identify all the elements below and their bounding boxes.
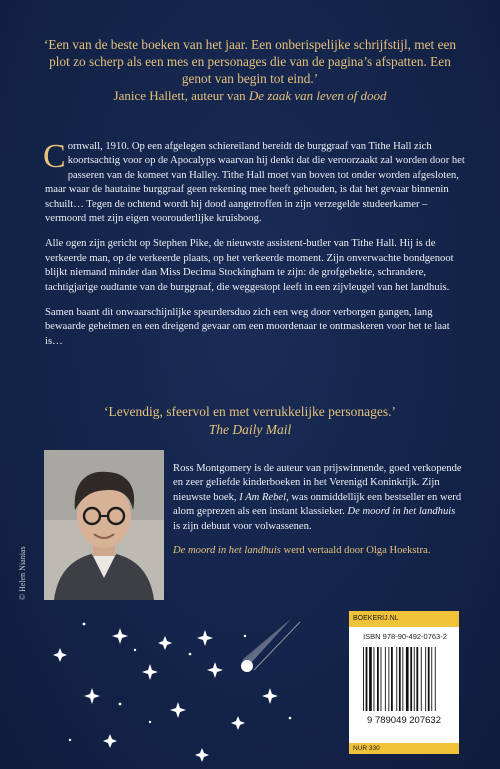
review-quote-top bbox=[40, 36, 460, 104]
translator-credit: De moord in het landhuis werd vertaald door Olga Hoekstra. bbox=[173, 545, 431, 557]
star-icon bbox=[262, 688, 278, 704]
book-title: De moord in het landhuis bbox=[173, 545, 281, 557]
synopsis-paragraph-1: Cornwall, 1910. Op een afgelegen schiereiland bereidt de burggraaf van Tithe Hall zich koortsachtig voor op de Apocalyps waarvan hij denkt dat die veroorzaakt zal worden door het passeren van de komeet van Halley. Tithe Hall moet van boven tot onder worden afgesloten, maar waar de hautaine burggraaf geen rekening mee heeft gehouden, is dat het gevaar binnenin schuilt… Tegen de ochtend wordt hij dood aangetroffen in zijn verzegelde studeerkamer – vermoord met zijn eigen voorouderlijke kruisboog. bbox=[43, 138, 465, 225]
attribution-author: Janice Hallett, auteur van bbox=[113, 88, 249, 103]
star-icon bbox=[207, 662, 223, 678]
ean-barcode bbox=[357, 645, 451, 725]
synopsis bbox=[45, 140, 465, 360]
star-icon bbox=[103, 734, 117, 748]
photo-credit: © Helen Nianias bbox=[18, 546, 27, 600]
comet-starfield-illustration bbox=[0, 600, 340, 769]
book-title: De moord in het landhuis bbox=[347, 506, 456, 518]
review-attribution: The Daily Mail bbox=[208, 422, 292, 437]
star-icon bbox=[170, 702, 186, 718]
synopsis-paragraph-2: Alle ogen zijn gericht op Stephen Pike, de nieuwste assistent-butler van Tithe Hall. Hij is de verkeerde man, op de verkeerde plaats, op het verkeerde moment. Zijn onverwachte bondgenoot blijkt niemand minder dan Miss Decima Stockingham te zijn: de grofgebekte, schrandere, tachtigjarige oudtante van de burggraaf, die weggestopt leeft in een zijvleugel van het landhuis. bbox=[45, 238, 454, 293]
review-attribution bbox=[40, 87, 460, 104]
star-icon bbox=[158, 636, 172, 650]
isbn-text: ISBN 978-90-492-0763-2 bbox=[363, 632, 447, 641]
author-bio bbox=[173, 462, 463, 568]
comet-head bbox=[241, 660, 253, 672]
author-photo bbox=[44, 450, 164, 600]
barcode-digits: 9 789049 207632 bbox=[367, 715, 441, 725]
book-title: I Am Rebel bbox=[239, 491, 287, 503]
stars bbox=[53, 623, 291, 762]
star-icon bbox=[195, 748, 209, 762]
star-icon bbox=[112, 628, 128, 644]
publisher-url: BOEKERIJ.NL bbox=[349, 611, 459, 627]
star-icon bbox=[142, 664, 158, 680]
nur-code: NUR 330 bbox=[349, 743, 459, 754]
review-quote-bottom bbox=[40, 403, 460, 439]
star-icon bbox=[231, 716, 245, 730]
review-quote-text: ‘Levendig, sfeervol en met verrukkelijke personages.’ bbox=[103, 404, 396, 419]
review-quote-text: ‘Een van de beste boeken van het jaar. Een onberispelijke schrijfstijl, met een plot zo scherp als een mes en personages die van de pagina’s afspatten. Een genot van begin tot eind.’ bbox=[43, 37, 457, 86]
attribution-book-title: De zaak van leven of dood bbox=[248, 88, 387, 103]
star-icon bbox=[197, 630, 213, 646]
synopsis-paragraph-3: Samen baant dit onwaarschijnlijke speurdersduo zich een weg door verborgen gangen, lang bewaarde geheimen en een dreigend gevaar om een moordenaar te ontmaskeren voor het te laat is… bbox=[45, 307, 450, 347]
author-bio-paragraph: Ross Montgomery is de auteur van prijswinnende, goed verkopende en zeer geliefde kinderboeken in het Verenigd Koninkrijk. Zijn nieuwste boek, I Am Rebel, was onmiddellijk een bestseller en werd alom geprezen als een instant klassieker. De moord in het landhuis is zijn debuut voor volwassenen. bbox=[173, 463, 462, 532]
star-icon bbox=[53, 648, 67, 662]
drop-cap: C bbox=[43, 138, 66, 175]
barcode-label bbox=[349, 611, 459, 754]
author-portrait-image bbox=[44, 450, 164, 600]
star-icon bbox=[84, 688, 100, 704]
